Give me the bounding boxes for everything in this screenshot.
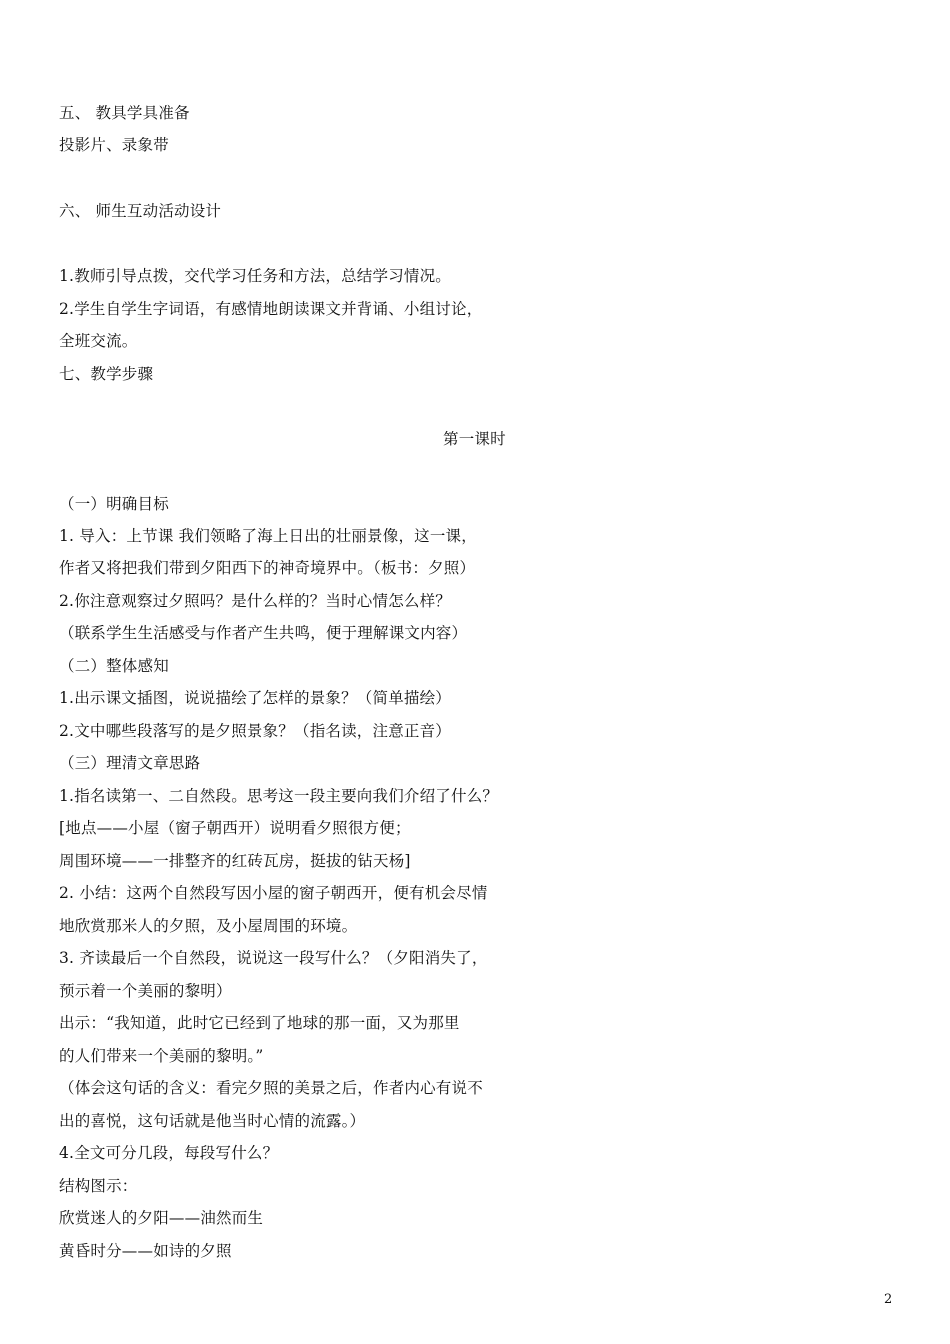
paragraph: 投影片、录象带 [59, 136, 169, 154]
section-heading-materials: 五、 教具学具准备 [59, 104, 190, 122]
paragraph: 结构图示： [59, 1177, 138, 1195]
paragraph: 出示：“我知道，此时它已经到了地球的那一面，又为那里 [59, 1014, 460, 1032]
paragraph: 黄昏时分——如诗的夕照 [59, 1242, 232, 1260]
paragraph: 预示着一个美丽的黎明） [59, 982, 232, 1000]
paragraph: 1.教师引导点拨，交代学习任务和方法，总结学习情况。 [59, 267, 451, 285]
subheading: （三）理清文章思路 [59, 754, 201, 772]
paragraph: 1.出示课文插图，说说描绘了怎样的景象？（简单描绘） [59, 689, 451, 707]
paragraph: 1. 导入：上节课 我们领略了海上日出的壮丽景像，这一课， [59, 527, 477, 545]
paragraph: 的人们带来一个美丽的黎明。” [59, 1047, 264, 1065]
paragraph: 2.你注意观察过夕照吗？是什么样的？当时心情怎么样？ [59, 592, 451, 610]
paragraph: 2.文中哪些段落写的是夕照景象？（指名读，注意正音） [59, 722, 451, 740]
paragraph: 地欣赏那米人的夕照，及小屋周围的环境。 [59, 917, 358, 935]
paragraph: （体会这句话的含义：看完夕照的美景之后，作者内心有说不 [59, 1079, 483, 1097]
paragraph: 2. 小结：这两个自然段写因小屋的窗子朝西开，便有机会尽情 [59, 884, 488, 902]
paragraph: 欣赏迷人的夕阳——油然而生 [59, 1209, 264, 1227]
paragraph: 4.全文可分几段，每段写什么？ [59, 1144, 279, 1162]
paragraph: 全班交流。 [59, 332, 138, 350]
page-number: 2 [884, 1292, 893, 1307]
paragraph: 3. 齐读最后一个自然段，说说这一段写什么？（夕阳消失了， [59, 949, 488, 967]
subheading: （二）整体感知 [59, 657, 169, 675]
paragraph: 出的喜悦，这句话就是他当时心情的流露。） [59, 1112, 366, 1130]
paragraph: [地点——小屋（窗子朝西开）说明看夕照很方便； [59, 819, 411, 837]
paragraph: 周围环境——一排整齐的红砖瓦房，挺拔的钻天杨] [59, 852, 411, 870]
paragraph: 1.指名读第一、二自然段。思考这一段主要向我们介绍了什么？ [59, 787, 499, 805]
lesson-title: 第一课时 [443, 430, 506, 448]
paragraph: （联系学生生活感受与作者产生共鸣，便于理解课文内容） [59, 624, 468, 642]
paragraph: 作者又将把我们带到夕阳西下的神奇境界中。（板书：夕照） [59, 559, 476, 577]
paragraph: 2.学生自学生字词语，有感情地朗读课文并背诵、小组讨论， [59, 300, 483, 318]
section-heading-steps: 七、教学步骤 [59, 365, 154, 383]
section-heading-activities: 六、 师生互动活动设计 [59, 202, 222, 220]
subheading: （一）明确目标 [59, 495, 169, 513]
